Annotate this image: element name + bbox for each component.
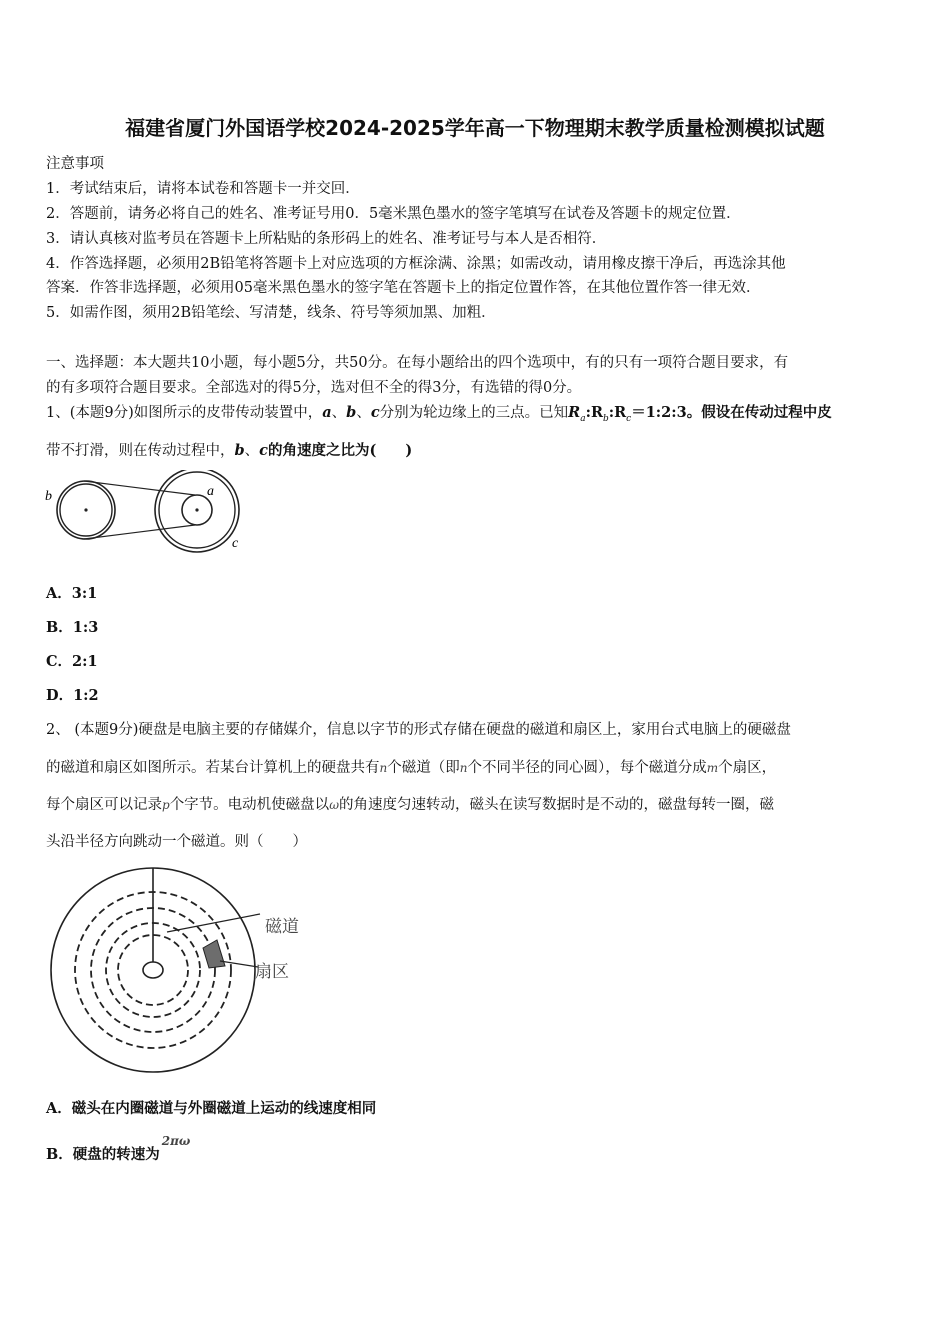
wheel-b-center (84, 508, 87, 511)
spindle (143, 962, 163, 978)
note-item: 3．请认真核对监考员在答题卡上所粘贴的条形码上的姓名、准考证号与本人是否相符． (46, 231, 607, 247)
section-intro-cont: 的有多项符合题目要求。全部选对的得5分，选对但不全的得3分，有选错的得0分。 (46, 380, 582, 396)
q2-option-b[interactable]: B．硬盘的转速为$^{2\pi\omega}$ (46, 1134, 191, 1163)
q1-option-d[interactable]: D．1:2 (46, 687, 99, 704)
label-b: b (45, 489, 52, 504)
q2-stem-line4: 头沿半径方向跳动一个磁道。则（ ） (46, 834, 307, 850)
note-item: 5．如需作图，须用2B铅笔绘、写清楚，线条、符号等须加黑、加粗． (46, 305, 496, 321)
q2-option-a[interactable]: A．磁头在内圈磁道与外圈磁道上运动的线速度相同 (46, 1100, 377, 1117)
q1-option-b[interactable]: B．1:3 (46, 619, 99, 636)
note-item: 1．考试结束后，请将本试卷和答题卡一并交回． (46, 181, 360, 197)
notes-heading: 注意事项 (46, 156, 104, 172)
note-item: 4．作答选择题，必须用2B铅笔将答题卡上对应选项的方框涂满、涂黑；如需改动，请用橡皮擦干净后，再选涂其他 (46, 256, 786, 272)
q1-stem-line1: 1、(本题9分)如图所示的皮带传动装置中，a、b、c分别为轮边缘上的三点。已知$R_a:R_b:R_c=1:2:3$。假设在传动过程中皮 (46, 404, 832, 424)
sector-block (203, 940, 225, 968)
q1-option-a[interactable]: A．3:1 (46, 585, 98, 602)
note-item: 2．答题前，请务必将自己的姓名、准考证号用0．5毫米黑色墨水的签字笔填写在试卷及答题卡的规定位置． (46, 206, 741, 222)
label-sector: 扇区 (255, 962, 289, 982)
belt-drive-figure (40, 470, 250, 560)
note-item: 答案．作答非选择题，必须用05毫米黑色墨水的签字笔在答题卡上的指定位置作答，在其他位置作答一律无效． (46, 280, 761, 296)
q1-stem-line2: 带不打滑，则在传动过程中，b、c的角速度之比为( ) (46, 442, 413, 459)
page-title: 福建省厦门外国语学校2024-2025学年高一下物理期末教学质量检测模拟试题 (125, 116, 825, 140)
hard-disk-figure (45, 862, 325, 1077)
q2-stem-line3: 每个扇区可以记录p个字节。电动机使磁盘以ω的角速度匀速转动，磁头在读写数据时是不动的，磁盘每转一圈，磁 (46, 797, 774, 813)
speed-formula: 2πω (161, 1134, 191, 1148)
q1-option-c[interactable]: C．2:1 (46, 653, 98, 670)
wheel-a-center (195, 508, 198, 511)
label-track: 磁道 (265, 917, 299, 937)
q2-stem-line1: 2、 (本题9分)硬盘是电脑主要的存储媒介，信息以字节的形式存储在硬盘的磁道和扇区上，家用台式电脑上的硬磁盘 (46, 722, 791, 738)
sector-pointer (220, 961, 258, 967)
section-intro: 一、选择题：本大题共10小题，每小题5分，共50分。在每小题给出的四个选项中，有的只有一项符合题目要求，有 (46, 355, 789, 371)
label-a: a (207, 484, 214, 499)
label-c: c (232, 536, 239, 551)
q2-stem-line2: 的磁道和扇区如图所示。若某台计算机上的硬盘共有n个磁道（即n个不同半径的同心圆），每个磁道分成m个扇区， (46, 760, 777, 776)
